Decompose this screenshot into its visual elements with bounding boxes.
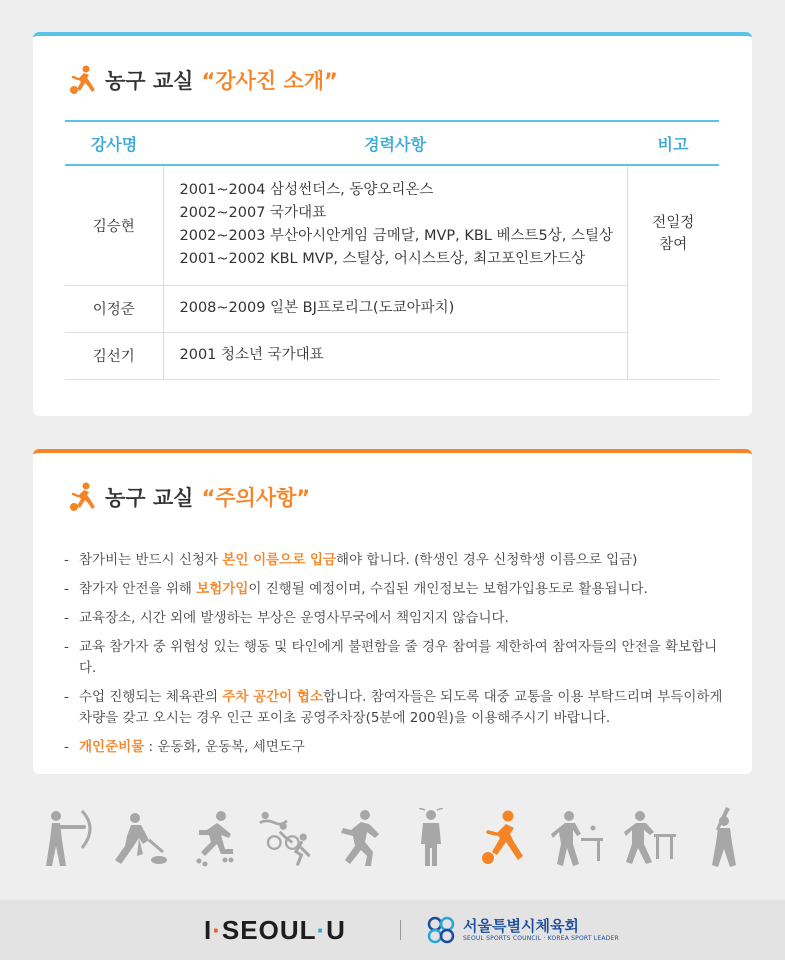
table-tennis-icon bbox=[549, 807, 605, 869]
item-text: 합니다. 참여자들은 되도록 대중 교통을 이용 부탁드리며 부득이하게 차량을 갖고 오시는 경우 인근 포이초 공영주차장(5분에 200원)을 이용해주시기 바랍니다. bbox=[79, 689, 723, 726]
basketball-icon bbox=[476, 807, 532, 869]
brand-dot: · bbox=[316, 915, 327, 945]
title-plain: 농구 교실 bbox=[105, 69, 194, 93]
list-item bbox=[63, 687, 733, 729]
title-accent: “강사진 소개” bbox=[201, 69, 338, 93]
item-highlight: 보험가입 bbox=[196, 581, 249, 597]
baseball-icon bbox=[694, 807, 750, 869]
list-item bbox=[63, 550, 733, 571]
archery-icon bbox=[40, 807, 96, 869]
col-header-note: 비고 bbox=[627, 121, 719, 165]
item-text: 해야 합니다. (학생인 경우 신청학생 이름으로 입금) bbox=[336, 552, 638, 568]
career-line: 2001~2004 삼성썬더스, 동양오리온스 bbox=[179, 182, 434, 199]
item-highlight: 개인준비물 bbox=[79, 739, 145, 755]
note-line: 전일정 bbox=[652, 215, 695, 231]
instructor-name: 이정준 bbox=[65, 285, 163, 332]
table-row bbox=[65, 165, 719, 285]
career-line: 2001~2002 KBL MVP, 스틸상, 어시스트상, 최고포인트가드상 bbox=[179, 251, 586, 268]
career-line: 2001 청소년 국가대표 bbox=[179, 347, 324, 363]
cautions-list bbox=[63, 550, 733, 766]
ping-pong-icon bbox=[621, 807, 677, 869]
career-line: 2008~2009 일본 BJ프로리그(도쿄아파치) bbox=[179, 300, 455, 316]
col-header-name: 강사명 bbox=[65, 121, 163, 165]
referee-icon bbox=[403, 807, 459, 869]
item-text: 교육장소, 시간 외에 발생하는 부상은 운영사무국에서 책임지지 않습니다. bbox=[79, 610, 509, 626]
list-item bbox=[63, 737, 733, 758]
table-row bbox=[65, 285, 719, 332]
career-line: 2002~2007 국가대표 bbox=[179, 205, 327, 222]
cautions-card bbox=[33, 449, 752, 774]
brand-dot: · bbox=[212, 915, 222, 945]
instructors-card bbox=[33, 32, 752, 416]
brand-u: U bbox=[326, 915, 346, 945]
instructor-career bbox=[163, 165, 627, 285]
item-highlight: 주차 공간이 협소 bbox=[222, 689, 323, 705]
career-line: 2002~2003 부산아시안게임 금메달, MVP, KBL 베스트5상, 스틸상 bbox=[179, 228, 613, 245]
cautions-title bbox=[67, 481, 310, 513]
running-icon bbox=[331, 807, 387, 869]
title-accent: “주의사항” bbox=[201, 486, 311, 510]
table-header-row bbox=[65, 121, 719, 165]
item-text: 수업 진행되는 체육관의 bbox=[79, 689, 223, 705]
table-row bbox=[65, 332, 719, 379]
org-name: 서울특별시체육회 bbox=[463, 917, 579, 935]
instructor-name: 김선기 bbox=[65, 332, 163, 379]
list-item bbox=[63, 579, 733, 600]
item-text: 교육 참가자 중 위험성 있는 행동 및 타인에게 불편함을 줄 경우 참여를 제한하여 참여자들의 안전을 확보합니다. bbox=[79, 639, 718, 676]
note-line: 참여 bbox=[659, 237, 688, 253]
instructor-note bbox=[627, 165, 719, 379]
title-plain: 농구 교실 bbox=[105, 486, 194, 510]
curling-icon bbox=[113, 807, 169, 869]
instructor-career bbox=[163, 285, 627, 332]
col-header-career: 경력사항 bbox=[163, 121, 627, 165]
basketball-player-icon bbox=[67, 64, 99, 96]
instructor-career bbox=[163, 332, 627, 379]
footer-divider bbox=[400, 920, 401, 940]
instructors-title bbox=[67, 64, 338, 96]
instructor-name: 김승현 bbox=[65, 165, 163, 285]
item-text: 이 진행될 예정이며, 수집된 개인정보는 보험가입용도로 활용됩니다. bbox=[248, 581, 648, 597]
org-subtitle: SEOUL SPORTS COUNCIL · KOREA SPORT LEADER bbox=[463, 935, 619, 942]
list-item bbox=[63, 608, 733, 629]
i-seoul-u-logo bbox=[204, 915, 346, 946]
item-text: 참가비는 반드시 신청자 bbox=[79, 552, 223, 568]
footer bbox=[0, 900, 785, 960]
instructors-table bbox=[65, 120, 719, 380]
item-highlight: 본인 이름으로 입금 bbox=[222, 552, 337, 568]
brand-seoul: SEOUL bbox=[221, 915, 317, 945]
item-text: : 운동화, 운동복, 세면도구 bbox=[144, 739, 305, 755]
triathlon-icon bbox=[258, 807, 314, 869]
seoul-sports-council-logo-icon bbox=[425, 914, 457, 946]
sports-icon-row bbox=[40, 806, 750, 870]
item-text: 참가자 안전을 위해 bbox=[79, 581, 197, 597]
list-item bbox=[63, 637, 733, 679]
brand-i: I bbox=[204, 915, 213, 945]
inline-skating-icon bbox=[185, 807, 241, 869]
basketball-player-icon bbox=[67, 481, 99, 513]
